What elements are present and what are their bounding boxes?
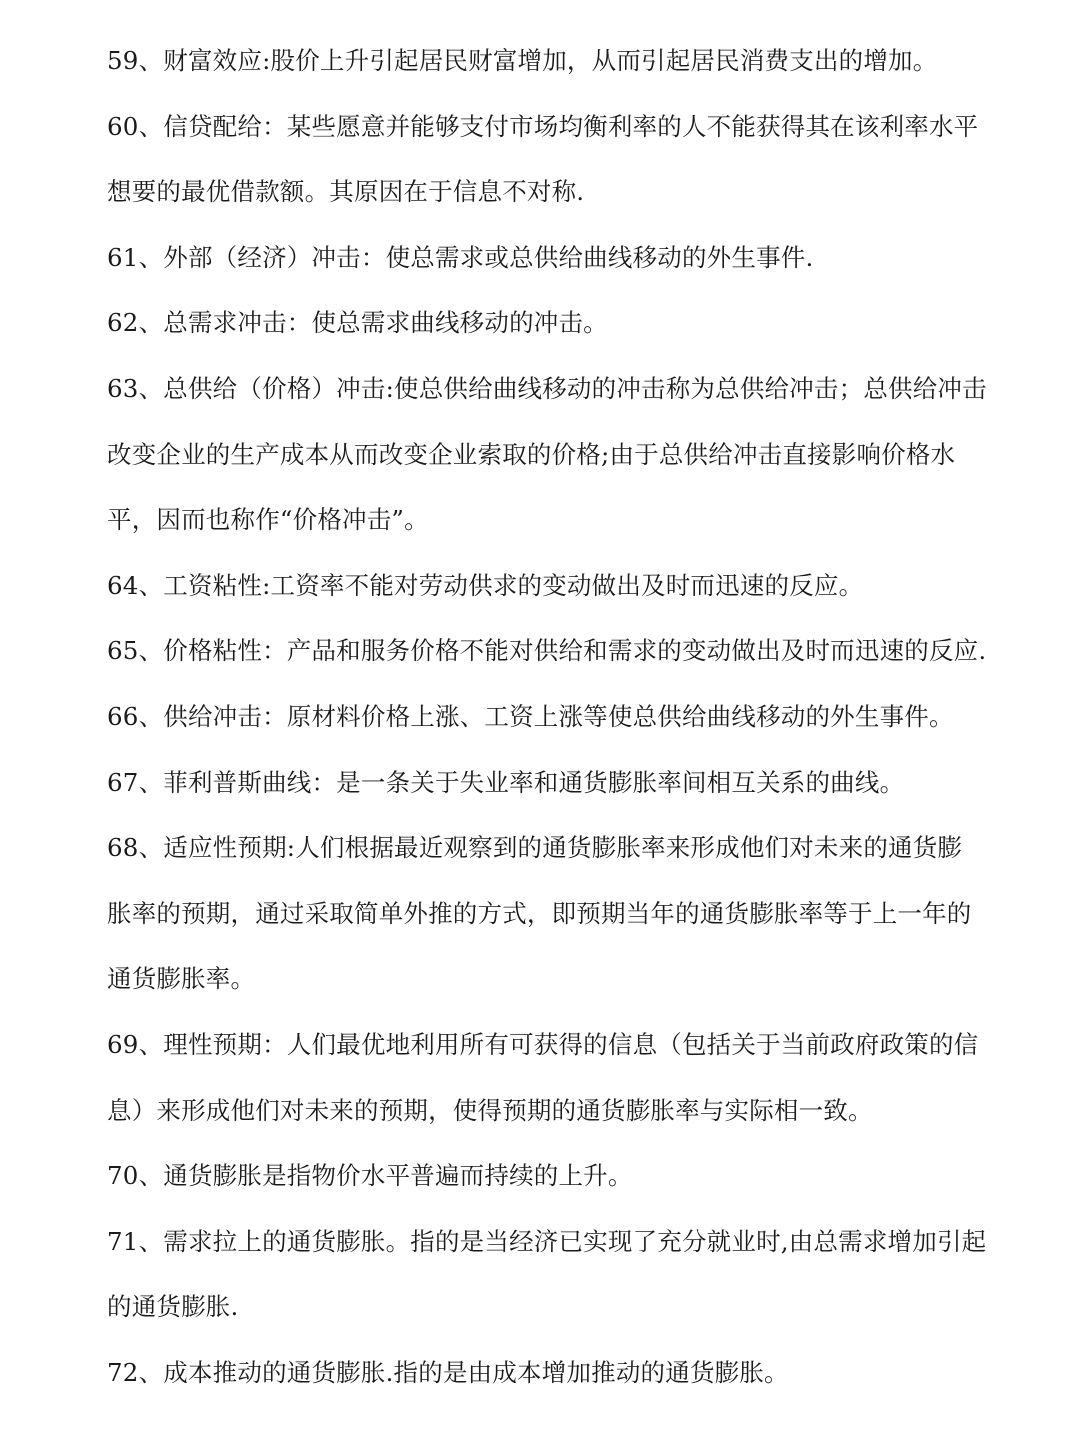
text-line: 68、适应性预期:人们根据最近观察到的通货膨胀率来形成他们对未来的通货膨 — [107, 833, 963, 863]
text-line: 改变企业的生产成本从而改变企业索取的价格;由于总供给冲击直接影响价格水 — [107, 439, 956, 469]
document-page — [107, 34, 997, 1411]
text-line: 72、成本推动的通货膨胀.指的是由成本增加推动的通货膨胀。 — [107, 1357, 789, 1387]
text-line: 62、总需求冲击：使总需求曲线移动的冲击。 — [107, 308, 608, 338]
text-line: 息）来形成他们对未来的预期，使得预期的通货膨胀率与实际相一致。 — [107, 1095, 873, 1125]
text-line: 65、价格粘性：产品和服务价格不能对供给和需求的变动做出及时而迅速的反应. — [107, 636, 987, 666]
text-line: 70、通货膨胀是指物价水平普遍而持续的上升。 — [107, 1161, 633, 1191]
text-line: 59、财富效应:股价上升引起居民财富增加，从而引起居民消费支出的增加。 — [107, 46, 938, 75]
text-line: 的通货膨胀. — [107, 1292, 239, 1322]
text-line: 想要的最优借款额。其原因在于信息不对称. — [107, 177, 585, 207]
text-line: 71、需求拉上的通货膨胀。指的是当经济已实现了充分就业时,由总需求增加引起 — [107, 1226, 987, 1256]
text-line: 69、理性预期：人们最优地利用所有可获得的信息（包括关于当前政府政策的信 — [107, 1029, 979, 1059]
text-line: 63、总供给（价格）冲击:使总供给曲线移动的冲击称为总供给冲击；总供给冲击 — [107, 373, 987, 403]
text-line: 64、工资粘性:工资率不能对劳动供求的变动做出及时而迅速的反应。 — [107, 570, 864, 600]
text-line: 60、信贷配给：某些愿意并能够支付市场均衡利率的人不能获得其在该利率水平 — [107, 111, 979, 141]
text-line: 平，因而也称作“价格冲击”。 — [107, 505, 429, 535]
text-line: 67、菲利普斯曲线：是一条关于失业率和通货膨胀率间相互关系的曲线。 — [107, 767, 905, 797]
text-line: 通货膨胀率。 — [107, 964, 256, 994]
text-line: 66、供给冲击：原材料价格上涨、工资上涨等使总供给曲线移动的外生事件。 — [107, 701, 954, 731]
text-line: 胀率的预期，通过采取简单外推的方式，即预期当年的通货膨胀率等于上一年的 — [107, 898, 972, 928]
text-line: 61、外部（经济）冲击：使总需求或总供给曲线移动的外生事件. — [107, 242, 814, 272]
